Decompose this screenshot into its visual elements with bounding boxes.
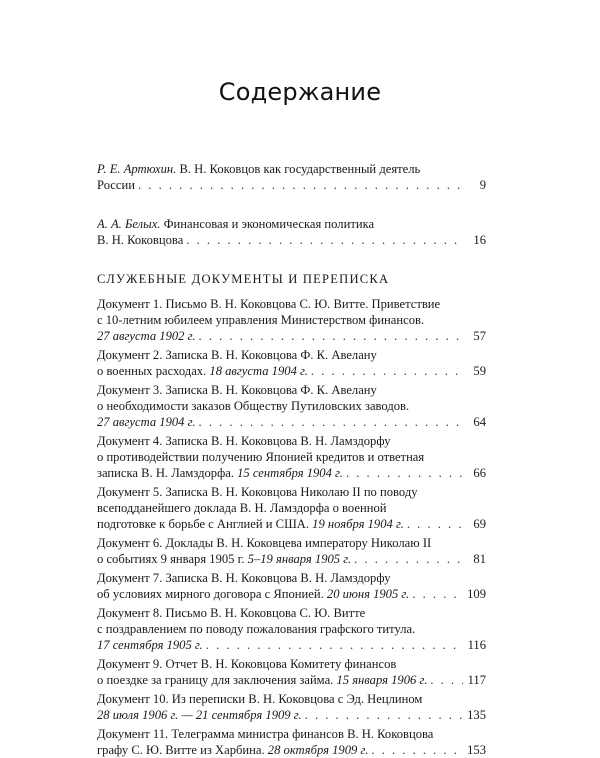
document-entry [97,726,486,758]
entry-last-text [97,465,343,481]
entry-line [97,161,486,177]
entry-last-line [97,328,486,344]
entry-last-line [97,516,486,532]
page-number: 81 [473,552,486,566]
entry-date: 15 января 1906 г. [336,673,428,687]
entry-last-line [97,363,486,379]
entry-last-text [97,177,135,193]
document-entry [97,691,486,723]
page-number: 153 [467,743,486,757]
entry-title-text: об условиях мирного договора с Японией. [97,587,327,601]
entry-title-text: о событиях 9 января 1905 г. [97,552,248,566]
page-number: 109 [467,587,486,601]
entry-title-text: графу С. Ю. Витте из Харбина. [97,743,268,757]
entry-last-line [97,551,486,567]
document-entry [97,296,486,344]
entry-last-line [97,637,486,653]
entry-last-line [97,414,486,430]
document-entry [97,535,486,567]
document-entries [97,296,486,758]
entry-last-text [97,363,308,379]
dot-leader [199,414,463,430]
entry-line: Документ 7. Записка В. Н. Коковцова В. Н. Ламздорфу [97,571,391,585]
entry-last-line [97,672,486,688]
document-entry [97,382,486,430]
dot-leader [430,672,462,688]
entry-last-line [97,232,486,248]
entry-last-line [97,742,486,758]
entry-date: 27 августа 1902 г. [97,329,196,343]
entry-title-text: записка В. Н. Ламздорфа. [97,466,238,480]
entry-title-text: В. Н. Коковцова [97,233,184,247]
page-number: 9 [479,178,486,192]
page-number: 66 [473,466,486,480]
dot-leader [407,516,463,532]
entry-last-text [97,414,196,430]
entry-line: Документ 4. Записка В. Н. Коковцова В. Н. Ламздорфу [97,434,391,448]
entry-author: А. А. Белых. [97,217,161,231]
entry-last-line [97,707,486,723]
entry-last-line [97,177,486,193]
entry-line [97,216,486,232]
page-number: 16 [473,233,486,247]
entry-last-text [97,516,404,532]
document-entry [97,347,486,379]
entry-date: 27 августа 1904 г. [97,415,196,429]
entry-line: Документ 11. Телеграмма министра финансов В. Н. Коковцова [97,727,434,741]
page-number: 116 [467,638,486,652]
entry-last-text [97,742,368,758]
entry-line: всеподданейшего доклада В. Н. Ламздорфа о военной [97,501,387,515]
page-number: 57 [473,329,486,343]
entry-line: Документ 8. Письмо В. Н. Коковцова С. Ю. Витте [97,606,366,620]
entry-date: 19 ноября 1904 г. [312,517,404,531]
entry-last-text [97,551,351,567]
entry-date: 28 октября 1909 г. [267,743,369,757]
dot-leader [186,232,463,248]
document-entry [97,605,486,653]
dot-leader [199,328,463,344]
entry-last-line [97,586,486,602]
entry-title-text: о военных расходах. [97,364,210,378]
entry-line: с поздравлением по поводу пожалования графского титула. [97,622,416,636]
dot-leader [311,363,463,379]
entry-last-text [97,707,302,723]
dot-leader [371,742,462,758]
entry-line: Документ 1. Письмо В. Н. Коковцова С. Ю. Витте. Приветствие [97,297,441,311]
entry-author: Р. Е. Артюхин. [97,162,177,176]
entry-date: 5–19 января 1905 г. [247,552,352,566]
entry-title-text: о поездке за границу для заключения займа. [97,673,337,687]
entry-date: 15 сентября 1904 г. [237,466,343,480]
page-number: 64 [473,415,486,429]
document-entry [97,433,486,481]
entry-title-text: Финансовая и экономическая политика [163,217,375,231]
entry-line: Документ 10. Из переписки В. Н. Коковцова с Эд. Нецлином [97,692,423,706]
entry-line: о противодействии получению Японией кредитов и ответная [97,450,425,464]
document-entry [97,484,486,532]
entry-line: с 10-летним юбилеем управления Министерством финансов. [97,313,425,327]
document-entry [97,570,486,602]
dot-leader [206,637,463,653]
entry-line: Документ 9. Отчет В. Н. Коковцова Комитету финансов [97,657,397,671]
entry-date: 18 августа 1904 г. [209,364,308,378]
entry-last-text [97,328,196,344]
dot-leader [138,177,463,193]
toc-entry [97,216,486,248]
entry-line: Документ 3. Записка В. Н. Коковцова Ф. К. Авелану [97,383,377,397]
entry-last-text [97,637,203,653]
dot-leader [346,465,463,481]
entry-date: 28 июля 1906 г. — 21 сентября 1909 г. [97,708,302,722]
entry-last-line [97,465,486,481]
document-entry [97,656,486,688]
entry-last-text [97,672,427,688]
page-number: 69 [473,517,486,531]
entry-last-text [97,586,409,602]
page-number: 135 [467,708,486,722]
toc-entry [97,161,486,193]
entry-line: о необходимости заказов Обществу Путиловских заводов. [97,399,410,413]
intro-entries [97,161,486,248]
entry-line: Документ 2. Записка В. Н. Коковцова Ф. К. Авелану [97,348,377,362]
entry-date: 17 сентября 1905 г. [97,638,203,652]
section-heading: СЛУЖЕБНЫЕ ДОКУМЕНТЫ И ПЕРЕПИСКА [97,272,390,286]
entry-title-text: подготовке к борьбе с Англией и США. [97,517,313,531]
page-number: 59 [473,364,486,378]
table-of-contents [97,161,486,758]
entry-title-text: России [97,178,135,192]
entry-last-text [97,232,183,248]
dot-leader [305,707,462,723]
entry-title-text: В. Н. Коковцов как государственный деятель [179,162,421,176]
page-title: Содержание [218,78,382,107]
entry-line: Документ 5. Записка В. Н. Коковцова Николаю II по поводу [97,485,418,499]
page-number: 117 [467,673,486,687]
entry-date: 20 июня 1905 г. [326,587,410,601]
entry-line: Документ 6. Доклады В. Н. Коковцева императору Николаю II [97,536,432,550]
dot-leader [354,551,463,567]
dot-leader [412,586,462,602]
